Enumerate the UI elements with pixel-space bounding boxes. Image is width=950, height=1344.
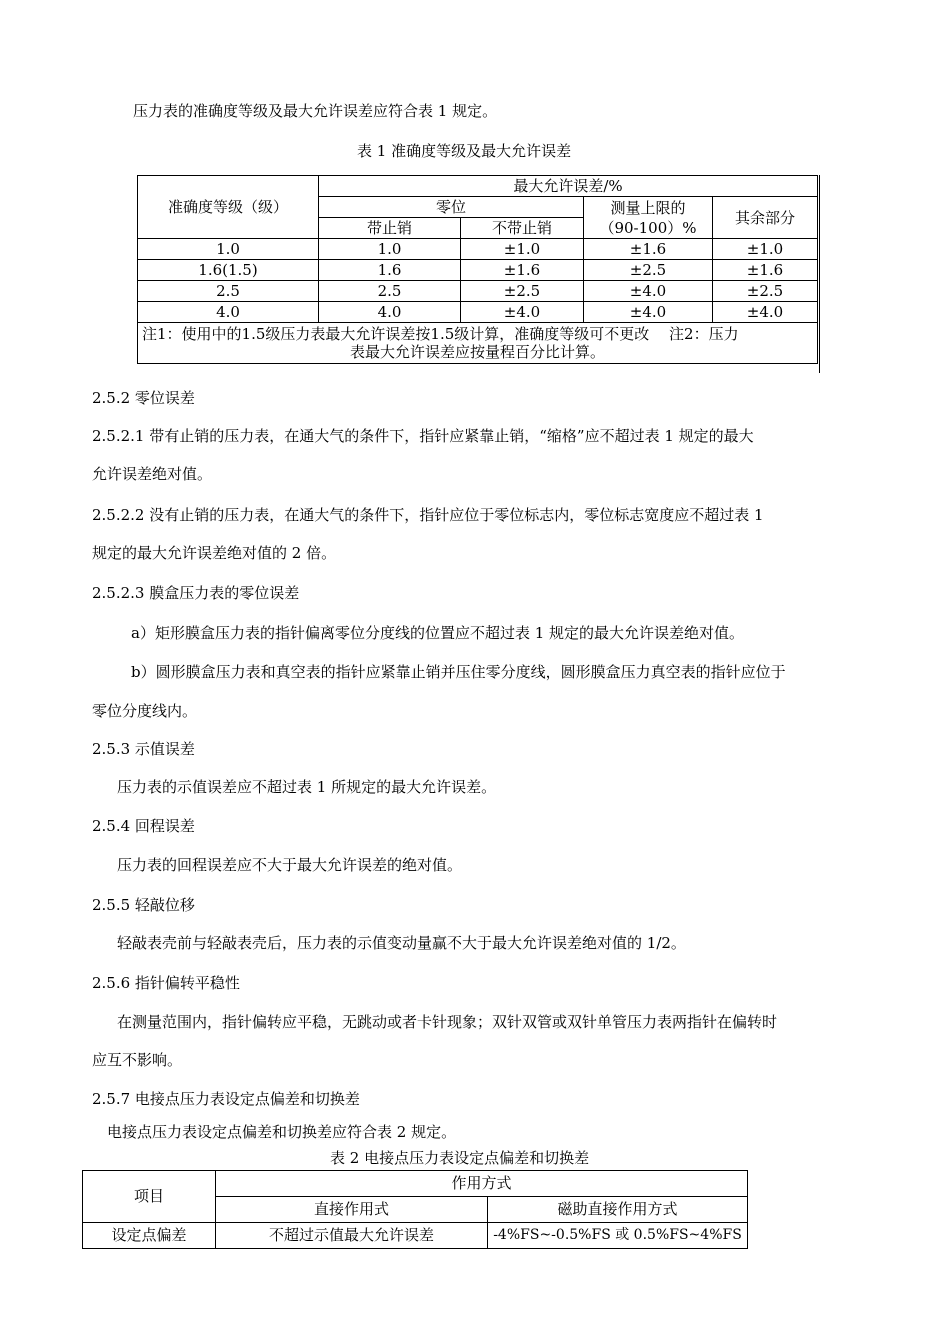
section-heading: 2.5.5 轻敲位移 <box>92 896 195 914</box>
table-cell: ±1.6 <box>584 239 713 260</box>
table-row <box>138 302 818 323</box>
table-cell: 4.0 <box>319 302 461 323</box>
table-cell: 1.6 <box>319 260 461 281</box>
header-mode: 作用方式 <box>216 1171 748 1197</box>
paragraph-line: 应互不影响。 <box>92 1051 183 1069</box>
paragraph-line: 压力表的示值误差应不超过表 1 所规定的最大允许误差。 <box>117 778 497 796</box>
header-with-pin: 带止销 <box>319 218 461 239</box>
table-cell: ±4.0 <box>584 281 713 302</box>
table-row <box>138 260 818 281</box>
table-cell: ±4.0 <box>584 302 713 323</box>
paragraph-line: 零位分度线内。 <box>92 702 198 720</box>
table-cell: 2.5 <box>138 281 319 302</box>
paragraph-line: 规定的最大允许误差绝对值的 2 倍。 <box>92 544 337 562</box>
header-max-error: 最大允许误差/% <box>319 176 818 197</box>
table-frame-line <box>819 175 820 373</box>
header-without-pin: 不带止销 <box>461 218 584 239</box>
table-cell: ±2.5 <box>713 281 818 302</box>
section-heading: 2.5.6 指针偏转平稳性 <box>92 974 240 992</box>
table-cell: -4%FS~-0.5%FS 或 0.5%FS~4%FS <box>488 1223 748 1249</box>
header-item: 项目 <box>83 1171 216 1223</box>
list-item: b）圆形膜盒压力表和真空表的指针应紧靠止销并压住零分度线，圆形膜盒压力真空表的指针应位于 <box>131 663 786 681</box>
header-magnetic: 磁助直接作用方式 <box>488 1197 748 1223</box>
table-cell: 1.6(1.5) <box>138 260 319 281</box>
table-note <box>138 323 818 364</box>
header-zero: 零位 <box>319 197 584 218</box>
table-cell: ±1.0 <box>713 239 818 260</box>
list-item: a）矩形膜盒压力表的指针偏离零位分度线的位置应不超过表 1 规定的最大允许误差绝对值。 <box>131 624 745 642</box>
header-upper-limit-line2: （90-100）% <box>599 218 697 237</box>
table-cell: 4.0 <box>138 302 319 323</box>
table1-caption: 表 1 准确度等级及最大允许误差 <box>357 142 572 160</box>
paragraph-line: 2.5.2.1 带有止销的压力表，在通大气的条件下，指针应紧靠止销，“缩格”应不超过表 1 规定的最大 <box>92 427 754 445</box>
table-note-line2: 表最大允许误差应按量程百分比计算。 <box>349 343 605 361</box>
table-row <box>138 239 818 260</box>
section-heading: 2.5.7 电接点压力表设定点偏差和切换差 <box>92 1090 360 1108</box>
table-cell: ±1.6 <box>461 260 584 281</box>
table-cell: ±2.5 <box>461 281 584 302</box>
intro-text: 压力表的准确度等级及最大允许误差应符合表 1 规定。 <box>133 102 498 120</box>
header-upper-limit <box>584 197 713 239</box>
table-cell: 1.0 <box>319 239 461 260</box>
table-row <box>83 1223 748 1249</box>
table-cell: ±1.6 <box>713 260 818 281</box>
paragraph-line: 在测量范围内，指针偏转应平稳，无跳动或者卡针现象；双针双管或双针单管压力表两指针在偏转时 <box>117 1013 778 1031</box>
switching-table <box>82 1170 748 1249</box>
paragraph-line: 电接点压力表设定点偏差和切换差应符合表 2 规定。 <box>107 1123 457 1141</box>
table-cell: ±1.0 <box>461 239 584 260</box>
header-direct: 直接作用式 <box>216 1197 488 1223</box>
header-grade: 准确度等级（级） <box>138 176 319 239</box>
section-heading: 2.5.2.3 膜盒压力表的零位误差 <box>92 584 300 602</box>
paragraph-line: 轻敲表壳前与轻敲表壳后，压力表的示值变动量赢不大于最大允许误差绝对值的 1/2。 <box>117 934 686 952</box>
paragraph-line: 压力表的回程误差应不大于最大允许误差的绝对值。 <box>117 856 463 874</box>
table-cell: 设定点偏差 <box>83 1223 216 1249</box>
table-cell: 不超过示值最大允许误差 <box>216 1223 488 1249</box>
section-heading: 2.5.3 示值误差 <box>92 740 195 758</box>
table-cell: 1.0 <box>138 239 319 260</box>
table-cell: ±4.0 <box>461 302 584 323</box>
section-heading: 2.5.4 回程误差 <box>92 817 195 835</box>
table-cell: ±2.5 <box>584 260 713 281</box>
table-cell: ±4.0 <box>713 302 818 323</box>
table-note-line1: 注1：使用中的1.5级压力表最大允许误差按1.5级计算，准确度等级可不更改 注2：压力 <box>142 325 739 343</box>
table-row <box>138 281 818 302</box>
header-rest: 其余部分 <box>713 197 818 239</box>
table-cell: 2.5 <box>319 281 461 302</box>
paragraph-line: 允许误差绝对值。 <box>92 465 213 483</box>
header-upper-limit-line1: 测量上限的 <box>610 198 686 217</box>
table2-caption: 表 2 电接点压力表设定点偏差和切换差 <box>330 1149 590 1167</box>
accuracy-table <box>137 175 818 364</box>
paragraph-line: 2.5.2.2 没有止销的压力表，在通大气的条件下，指针应位于零位标志内，零位标志宽度应不超过表 1 <box>92 506 764 524</box>
section-heading: 2.5.2 零位误差 <box>92 389 195 407</box>
